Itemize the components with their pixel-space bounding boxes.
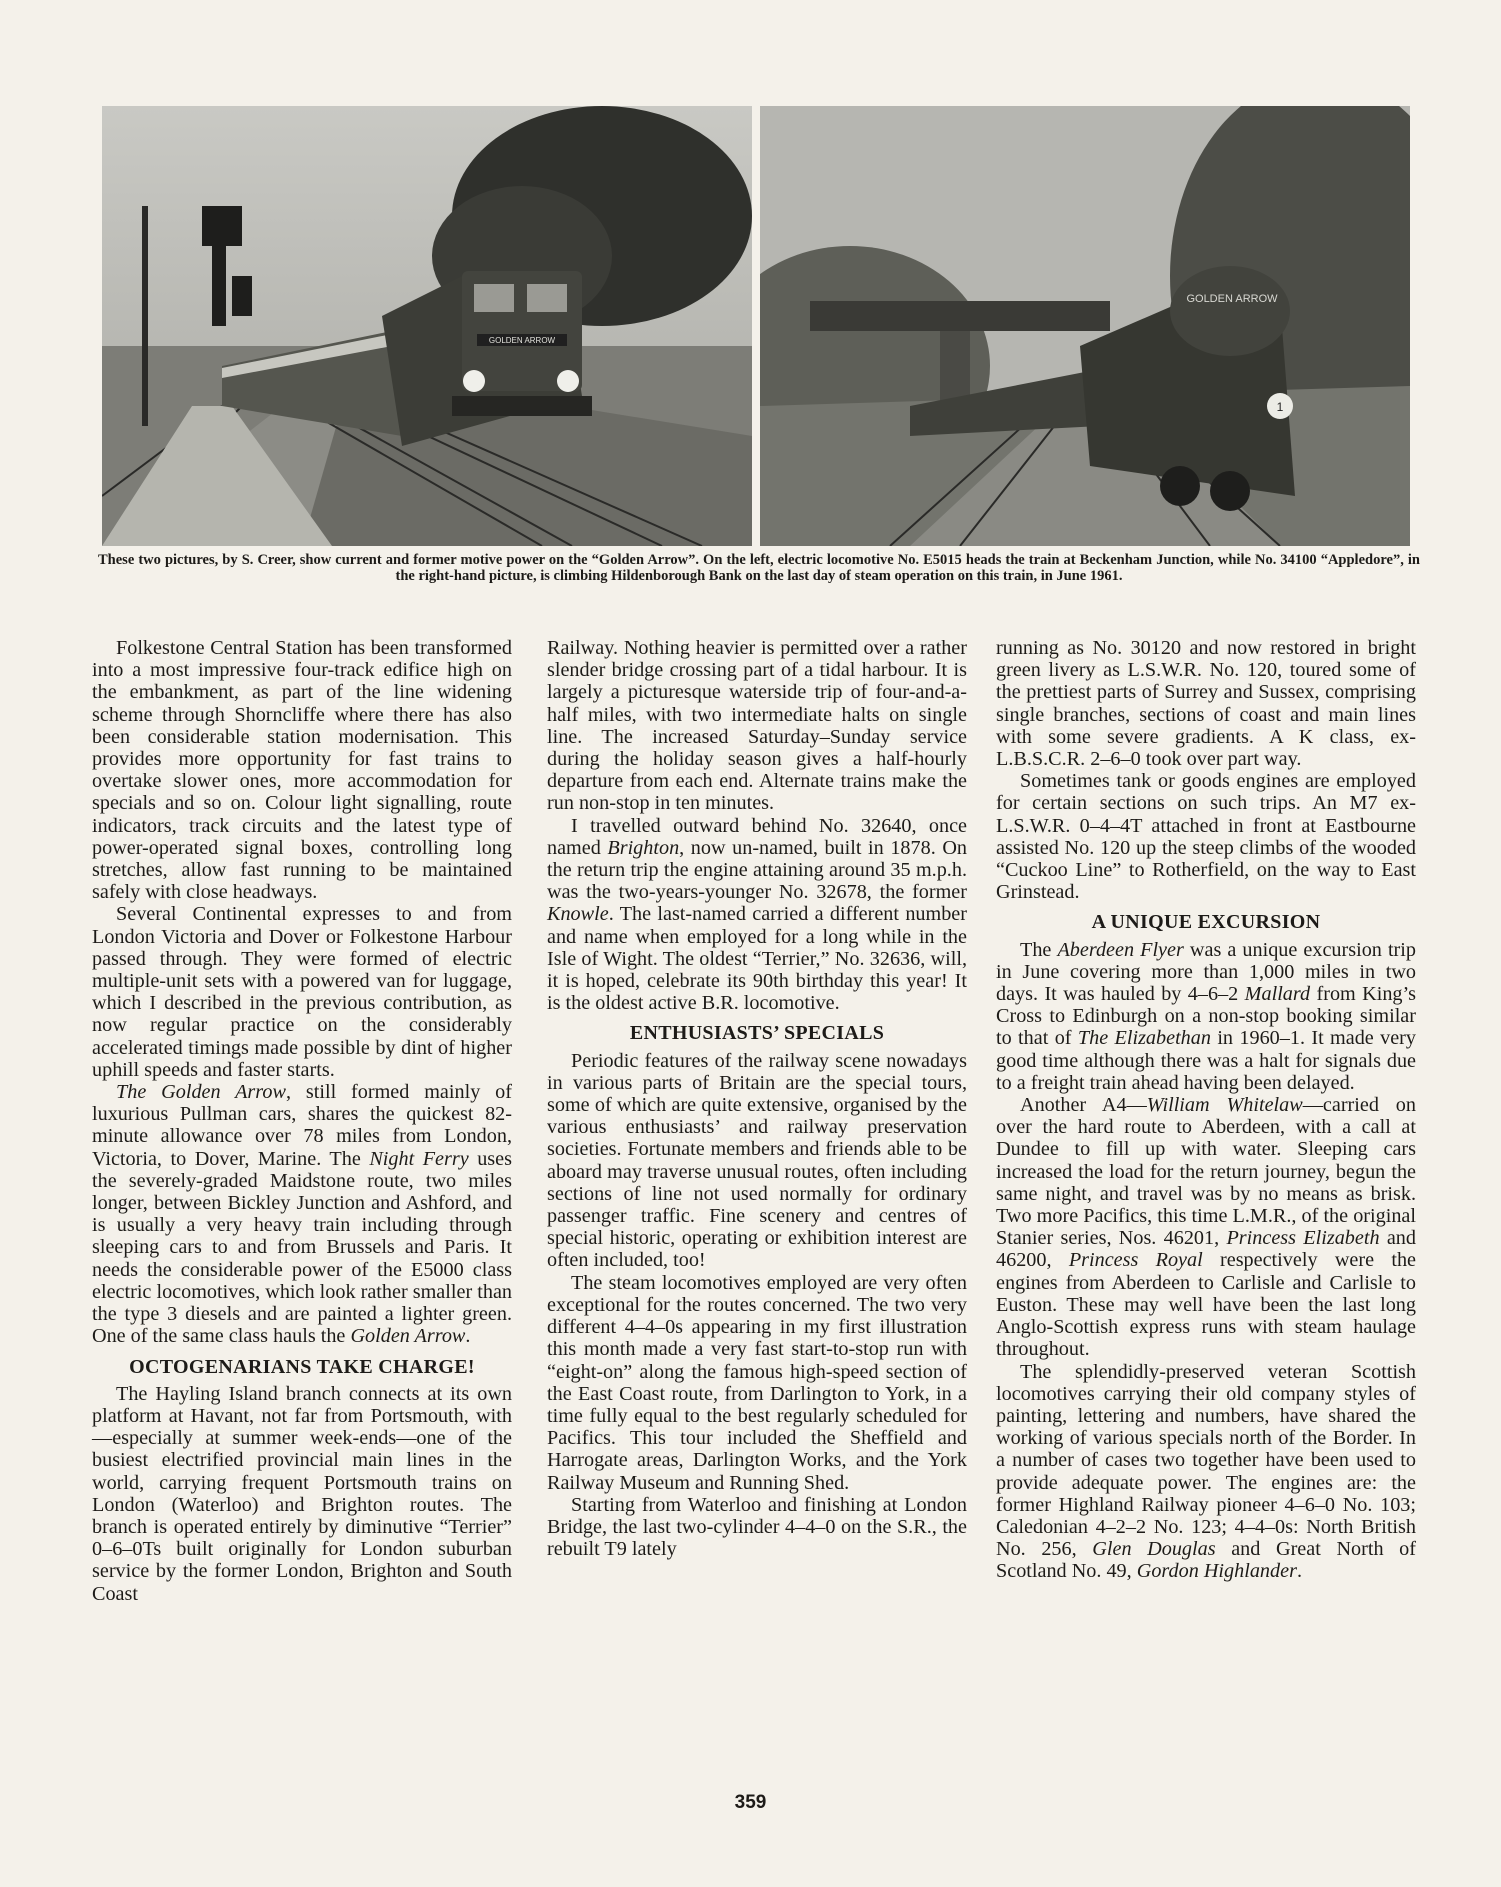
text-run: The [1020, 938, 1058, 961]
paragraph: Starting from Waterloo and finishing at London Bridge, the last two-cylinder 4–4–0 on the S.R., the rebuilt T9 lately [547, 1493, 967, 1561]
photo-electric-locomotive-beckenham [102, 106, 752, 546]
italic-title: Brighton [607, 836, 680, 859]
text-run: The splendidly-preserved veteran Scottish locomotives carrying their old company styles of painting, lettering and numbers, have shared the working of various specials north of the Border. In a number of cases two together have been used to provide adequate power. The engines are: the former Highland Railway pioneer 4–6–0 No. 103; Caledonian 4–2–2 No. 123; 4–4–0s: North British No. 256, [996, 1360, 1416, 1561]
paragraph [92, 1081, 512, 1347]
loco-headboard-text: GOLDEN ARROW [1186, 293, 1278, 305]
text-run: and Great North of Scotland No. 49, [996, 1538, 1416, 1583]
text-run: —carried on over the hard route to Aberdeen, with a call at Dundee to fill up with water. Sleeping cars increased the load for the return journey, begun the same night, and travel was by no means as brisk. Two more Pacifics, this time L.M.R., of the original Stanier series, Nos. 46201, [996, 1094, 1416, 1250]
text-run: and 46200, [996, 1227, 1416, 1272]
text-run: respectively were the engines from Aberdeen to Carlisle and Carlisle to Euston. These may well have been the last long Anglo-Scottish express runs with steam haulage throughout. [996, 1249, 1416, 1361]
photo-steam-locomotive-hildenborough [760, 106, 1410, 546]
paragraph [547, 815, 967, 1015]
section-heading: ENTHUSIASTS’ SPECIALS [629, 1022, 885, 1045]
text-run: in 1960–1. It made very good time although there was a halt for signals due to a freight train ahead having been delayed. [996, 1027, 1416, 1094]
italic-title: The Elizabethan [1077, 1027, 1211, 1050]
paragraph: Several Continental expresses to and from London Victoria and Dover or Folkestone Harbour passed through. They were formed of electric multiple-unit sets with a powered van for luggage, which I described in the previous contribution, as now regular practice on the considerably accelerated timings made possible by dint of higher uphill speeds and faster starts. [92, 903, 512, 1081]
italic-title: Mallard [1244, 983, 1311, 1006]
text-column-2 [547, 637, 967, 1560]
text-run: . [1296, 1560, 1302, 1583]
paragraph: Sometimes tank or goods engines are employed for certain sections on such trips. An M7 ex-L.S.W.R. 0–4–4T attached in front at Eastbourne assisted No. 120 up the steep climbs of the wooded “Cuckoo Line” to Rotherfield, on the way to East Grinstead. [996, 770, 1416, 904]
italic-title: Golden Arrow [350, 1325, 466, 1348]
italic-title: William Whitelaw [1146, 1094, 1303, 1117]
paragraph: Folkestone Central Station has been transformed into a most impressive four-track edifice high on the embankment, as part of the line widening scheme through Shorncliffe where there has also been considerable station modernisation. This provides more opportunity for fast trains to overtake slower ones, more accommodation for specials and so on. Colour light signalling, route indicators, track circuits and the latest type of power-operated signal boxes, controlling long stretches, allow fast running to be maintained safely with close headways. [92, 637, 512, 904]
paragraph: Railway. Nothing heavier is permitted over a rather slender bridge crossing part of a tidal harbour. It is largely a picturesque waterside trip of four-and-a-half miles, with two intermediate halts on single line. The increased Saturday–Sunday service during the holiday season gives a half-hourly departure from each end. Alternate trains make the run non-stop in ten minutes. [547, 637, 967, 815]
paragraph: The Hayling Island branch connects at its own platform at Havant, not far from Portsmouth, with—especially at summer week-ends—one of the busiest electrified provincial main lines in the world, carrying frequent Portsmouth trains on London (Waterloo) and Brighton routes. The branch is operated entirely by diminutive “Terrier” 0–6–0Ts built originally for London suburban service by the former London, Brighton and South Coast [92, 1382, 512, 1605]
italic-title: Gordon Highlander [1136, 1560, 1297, 1583]
section-heading: A UNIQUE EXCURSION [1091, 911, 1321, 934]
paragraph [996, 939, 1416, 1094]
italic-title: Aberdeen Flyer [1057, 938, 1184, 961]
text-run: . [465, 1325, 471, 1348]
paragraph: Periodic features of the railway scene nowadays in various parts of Britain are the special tours, some of which are quite extensive, organised by the various enthusiasts’ and railway preservation societies. Fortunate members and friends able to be aboard may traverse unusual routes, often including sections of line not used normally for ordinary passenger traffic. Fine scenery and centres of special historic, operating or exhibition interest are often included, too! [547, 1049, 967, 1272]
photo-row [102, 106, 1416, 546]
text-run: from King’s Cross to Edinburgh on a non-stop booking similar to that of [996, 983, 1416, 1050]
text-run: , still formed mainly of luxurious Pullman cars, shares the quickest 82-minute allowance over 78 miles from London, Victoria, to Dover, Marine. The [92, 1081, 512, 1170]
text-run: , now un-named, built in 1878. On the return trip the engine attaining around 35 m.p.h. was the two-years-younger No. 32678, the former [547, 836, 967, 904]
paragraph [996, 1094, 1416, 1360]
text-run: . The last-named carried a different number and name when employed for a long while in the Isle of Wight. The oldest “Terrier,” No. 32636, will, it is hoped, celebrate its 90th birthday this year! It is the oldest active B.R. locomotive. [547, 903, 967, 1015]
text-column-1 [92, 637, 512, 1605]
italic-title: Glen Douglas [1092, 1538, 1216, 1561]
section-heading: OCTOGENARIANS TAKE CHARGE! [129, 1355, 475, 1378]
paragraph: running as No. 30120 and now restored in bright green livery as L.S.W.R. No. 120, toured some of the prettiest parts of Surrey and Sussex, comprising single branches, sections of coast and main lines with some severe gradients. A K class, ex-L.B.S.C.R. 2–6–0 took over part way. [996, 637, 1416, 771]
text-run: I travelled outward behind No. 32640, once named [547, 814, 967, 859]
text-run: was a unique excursion trip in June covering more than 1,000 miles in two days. It was hauled by 4–6–2 [996, 938, 1416, 1006]
italic-title: The Golden Arrow [116, 1081, 286, 1104]
text-run: uses the severely-graded Maidstone route, two miles longer, between Bickley Junction and Ashford, and is usually a very heavy train including through sleeping cars to and from Brussels and Paris. It needs the considerable power of the E5000 class electric locomotives, which look rather smaller than the type 3 diesels and are painted a lighter green. One of the same class hauls the [92, 1147, 512, 1348]
italic-title: Princess Elizabeth [1226, 1227, 1380, 1250]
loco-disc-number: 1 [1276, 400, 1284, 414]
text-run: Another A4— [1020, 1094, 1147, 1117]
page-number: 359 [734, 1792, 767, 1813]
text-column-3 [996, 637, 1416, 1583]
paragraph [996, 1361, 1416, 1583]
photo-caption: These two pictures, by S. Creer, show current and former motive power on the “Golden Arrow”. On the left, electric locomotive No. E5015 heads the train at Beckenham Junction, while No. 34100 “Appledore”, in the right-hand picture, is climbing Hildenborough Bank on the last day of steam operation on this train, in June 1961. [98, 552, 1420, 584]
paragraph: The steam locomotives employed are very often exceptional for the routes concerned. The two very different 4–4–0s appearing in my first illustration this month made a very fast start-to-stop run with “eight-on” along the famous high-speed section of the East Coast route, from Darlington to York, in a time fully equal to the best regularly scheduled for Pacifics. This tour included the Sheffield and Harrogate areas, Darlington Works, and the York Railway Museum and Running Shed. [547, 1271, 967, 1494]
italic-title: Night Ferry [369, 1147, 469, 1170]
italic-title: Knowle [547, 903, 609, 926]
italic-title: Princess Royal [1068, 1249, 1203, 1272]
loco-board-text: GOLDEN ARROW [488, 336, 556, 345]
